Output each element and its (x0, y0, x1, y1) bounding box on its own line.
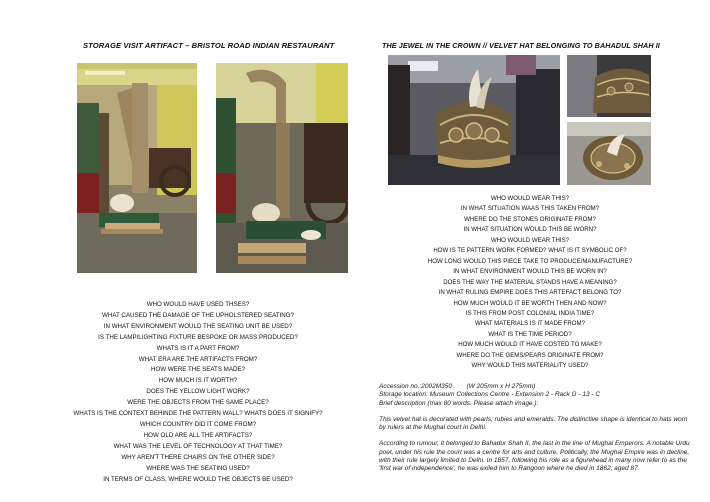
right-question: DOES THE WAY THE MATERIAL STANDS HAVE A MEANING? (443, 278, 617, 286)
right-heading: THE JEWEL IN THE CROWN // VELVET HAT BELONGING TO BAHADUL SHAH II (382, 41, 660, 50)
hat-photo-detail-top (567, 55, 651, 117)
brief-description-1: This velvet hat is decorated with pearls, rubies and emeralds. The distinctive shape is identical to hats worn by rulers at the Mughal court in Delhi. (379, 415, 688, 432)
right-question: WHAT MATERIALS IS IT MADE FROM? (475, 320, 585, 328)
right-column (355, 0, 710, 502)
left-question: DOES THE YELLOW LIGHT WORK? (146, 388, 250, 396)
right-question: HOW LONG WOULD THIS PIECE TAKE TO PRODUCE/MANUFACTURE? (427, 257, 633, 265)
left-heading: STORAGE VISIT ARTIFACT – BRISTOL ROAD INDIAN RESTAURANT (83, 41, 335, 50)
right-question: HOW MUCH WOULD IT BE WORTH THEN AND NOW? (453, 299, 607, 307)
right-question: IN WHAT SITUATION WAAS THIS TAKEN FROM? (460, 205, 600, 213)
left-question: WHAT CAUSED THE DAMAGE OF THE UPHOLSTERED SEATING? (102, 311, 294, 319)
left-question: HOW OLD ARE ALL THE ARTIFACTS? (143, 431, 253, 439)
left-question: WHERE WAS THE SEATING USED? (146, 464, 250, 472)
left-question: IN TERMS OF CLASS, WHERE WOULD THE OBJECTS BE USED? (103, 475, 293, 483)
brief-description-label: Brief description (max 80 words. Please attach image.): (379, 399, 539, 407)
left-question: WHAT WAS THE LEVEL OF TECHNOLOGY AT THAT TIME? (113, 442, 283, 450)
right-question: WHERE DO THE GEMS/PEARS ORIGINATE FROM? (456, 351, 604, 359)
left-question: IN WHAT ENVIRONMENT WOULD THE SEATING UNIT BE USED? (103, 322, 293, 330)
right-question: IS THIS FROM POST COLONIAL INDIA TIME? (465, 309, 595, 317)
left-question: HOW MUCH IS IT WORTH? (158, 377, 238, 385)
left-question: WHO WOULD HAVE USED THSES? (146, 301, 250, 308)
left-question: WHATS IS IT A PART FROM? (156, 344, 240, 352)
storage-location: Storage location: Museum Collections Centre - Extension 2 - Rack G - 13 - C (379, 391, 601, 399)
hat-photo-detail-bottom (567, 122, 651, 185)
left-question: WHY AREN'T THERE CHAIRS ON THE OTHER SIDE? (121, 453, 275, 461)
artefact-record (379, 383, 691, 474)
right-question: IN WHAT SITUATION WOULD THIS BE WORN? (463, 226, 597, 234)
left-question: WHAT ERA ARE THE ARTIFACTS FROM? (138, 355, 258, 363)
storage-photo-2 (216, 63, 348, 273)
right-question: WHO WOULD WEAR THIS? (490, 236, 570, 244)
storage-photo-1 (77, 63, 197, 273)
right-question: IN WHAT ENVIRONMENT WOULD THIS BE WORN IN? (453, 268, 607, 276)
right-question: HOW MUCH WOULD IT HAVE COSTED TO MAKE? (458, 341, 602, 349)
brief-description-2: According to rumour, it belonged to Bahadur Shah II, the last in the line of Mughal Emperors. A notable Urdu poet, under his rule the court was a centre for arts and culture. Politically, the Mughal Empire was in decline, with their rule largely limited to Delhi. In 1857, following his role as a figurehead in many now refer to as the 'first war of independence', he was exiled him to Rangoon where he died in 1862, aged 87. (379, 440, 690, 473)
right-question: WHO WOULD WEAR THIS? (490, 195, 570, 202)
left-question: WHICH COUNTRY DID IT COME FROM? (139, 420, 257, 428)
accession-number: Accession no.:2002M350 (W 205mm x H 275mm) (379, 383, 536, 390)
right-question: HOW IS TE PATTERN WORK FORMED? WHAT IS IT SYMBOLIC OF? (433, 247, 627, 255)
right-question-list (365, 194, 695, 372)
left-question-list (60, 300, 336, 485)
left-question: WERE THE OBJECTS FROM THE SAME PLACE? (127, 399, 269, 407)
right-question: WHERE DO THE STONES ORIGINATE FROM? (464, 215, 596, 223)
hat-photo-main (388, 55, 560, 185)
right-question: IN WHAT RULING EMPIRE DOES THIS ARTEFACT BELONG TO? (438, 289, 622, 297)
right-question: WHAT IS THE TIME PERIOD? (488, 330, 572, 338)
left-question: HOW WERE THE SEATS MADE? (151, 366, 245, 374)
left-question: IS THE LAMP/LIGHTING FIXTURE BESPOKE OR MASS PRODUCED? (98, 333, 298, 341)
right-question: WHY WOULD THIS MATERIALITY USED? (471, 362, 589, 370)
left-question: WHATS IS THE CONTEXT BEHINDE THE PATTERN WALL? WHATS DOES IT SIGNIFY? (73, 410, 323, 418)
